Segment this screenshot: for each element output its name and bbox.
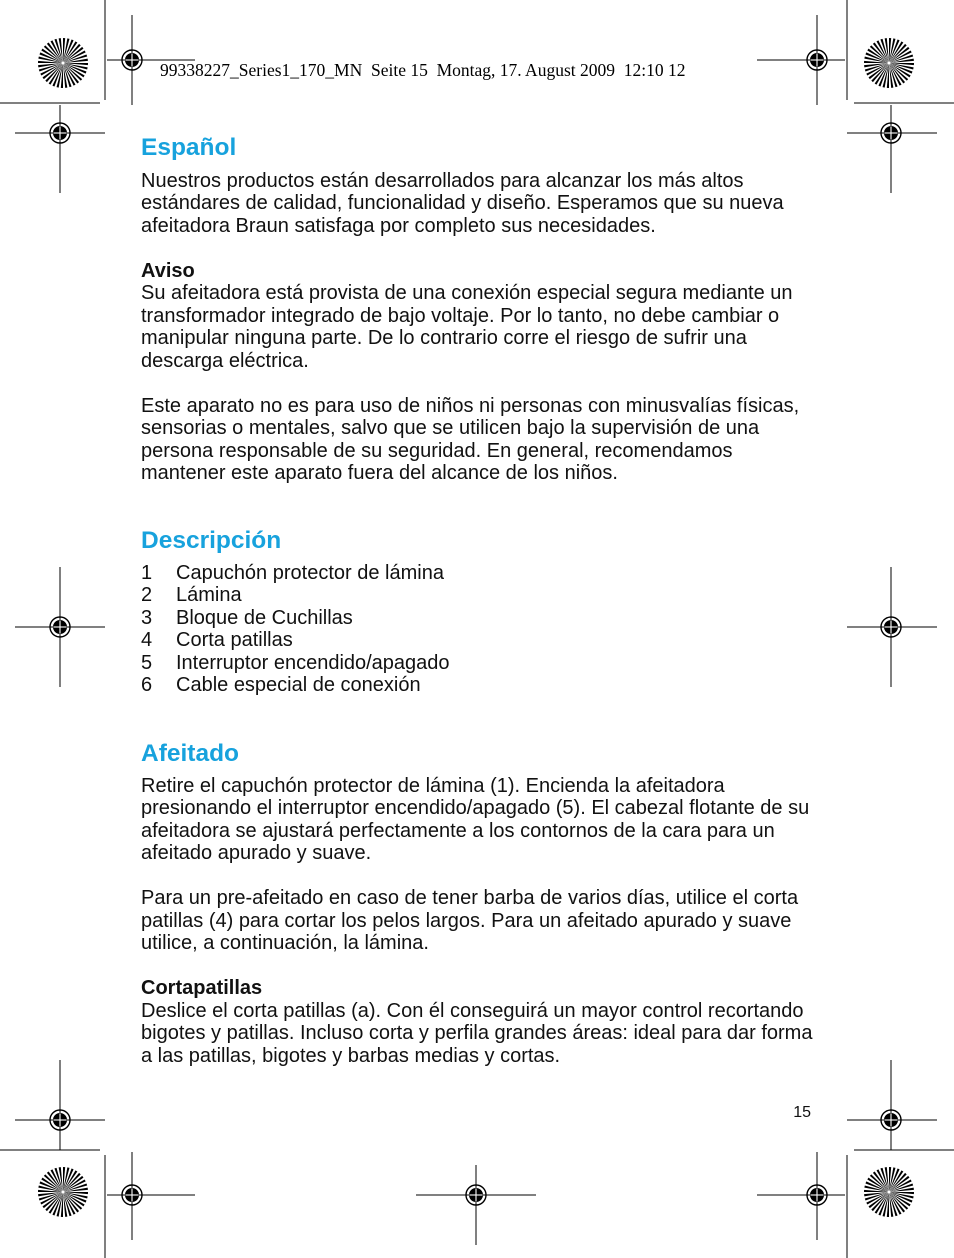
starburst-wedge — [63, 38, 65, 63]
pre-shave-line: patillas (4) para cortar los pelos largos. Para un afeitado apurado y suave — [141, 909, 792, 932]
aviso-paragraph — [141, 260, 841, 373]
list-item — [141, 607, 841, 630]
pre-shave-paragraph — [141, 887, 841, 955]
starburst-wedge — [61, 1192, 63, 1217]
starburst-target-bottom-right — [864, 1167, 914, 1217]
heading-espanol: Español — [141, 134, 237, 161]
aviso-title: Aviso — [141, 259, 195, 282]
children-safety-line: sensorias o mentales, salvo que se utilicen bajo la supervisión de una — [141, 417, 760, 439]
heading-descripcion: Descripción — [141, 527, 282, 554]
list-item — [141, 674, 841, 697]
aviso-line: manipular ninguna parte. De lo contrario corre el riesgo de sufrir una — [141, 327, 747, 349]
list-item-label: Corta patillas — [176, 629, 293, 651]
children-safety-line: mantener este aparato fuera del alcance de los niños. — [141, 462, 618, 484]
cortapatillas-line: a las patillas, bigotes y barbas medias y cortas. — [141, 1044, 561, 1067]
intro-line: estándares de calidad, funcionalidad y diseño. Esperamos que su nueva — [141, 192, 784, 214]
cortapatillas-title: Cortapatillas — [141, 977, 263, 999]
shaving-line: afeitadora se ajustará perfectamente a los contornos de la cara para un — [141, 819, 775, 842]
list-item-label: Cable especial de conexión — [176, 674, 421, 696]
starburst-wedge — [63, 63, 88, 65]
starburst-wedge — [63, 1192, 88, 1194]
registration-mark-bottom-left — [107, 1152, 195, 1240]
parts-list — [141, 562, 841, 697]
starburst-wedge — [889, 63, 914, 65]
registration-mark-right-upper — [847, 105, 937, 193]
pre-shave-line: utilice, a continuación, la lámina. — [141, 932, 429, 954]
list-item-number: 2 — [141, 584, 153, 606]
heading-afeitado: Afeitado — [141, 740, 239, 767]
intro-paragraph — [141, 170, 841, 238]
intro-line: Nuestros productos están desarrollados para alcanzar los más altos — [141, 169, 744, 192]
list-item-number: 1 — [141, 561, 153, 584]
list-item-label: Interruptor encendido/apagado — [176, 651, 450, 674]
registration-mark-bottom-center — [416, 1165, 536, 1245]
registration-mark-top-right — [757, 15, 845, 105]
starburst-wedge — [63, 1167, 65, 1192]
list-item-label: Lámina — [176, 584, 242, 606]
list-item — [141, 652, 841, 675]
starburst-wedge — [887, 63, 889, 88]
children-safety-paragraph — [141, 395, 841, 485]
registration-mark-left-middle — [15, 567, 105, 687]
list-item — [141, 629, 841, 652]
starburst-wedge — [889, 38, 891, 63]
starburst-target-bottom-left — [38, 1167, 88, 1217]
list-item-label: Bloque de Cuchillas — [176, 606, 353, 629]
shaving-paragraph — [141, 775, 841, 865]
starburst-target-top-right — [864, 38, 914, 88]
children-safety-line: persona responsable de su seguridad. En general, recomendamos — [141, 439, 733, 462]
page-number: 15 — [793, 1104, 811, 1121]
cortapatillas-line: Deslice el corta patillas (a). Con él conseguirá un mayor control recortando — [141, 999, 804, 1022]
starburst-center — [888, 1191, 891, 1194]
aviso-line: transformador integrado de bajo voltaje. Por lo tanto, no debe cambiar o — [141, 304, 780, 327]
espanol-body — [141, 170, 841, 485]
aviso-line: descarga eléctrica. — [141, 349, 309, 372]
children-safety-line: Este aparato no es para uso de niños ni personas con minusvalías físicas, — [141, 394, 800, 417]
starburst-wedge — [38, 1190, 63, 1192]
cortapatillas-line: bigotes y patillas. Incluso corta y perfila grandes áreas: ideal para dar forma — [141, 1022, 813, 1044]
starburst-wedge — [887, 1192, 889, 1217]
list-item-number: 3 — [141, 606, 153, 629]
starburst-wedge — [889, 1192, 914, 1194]
afeitado-body — [141, 775, 841, 1068]
starburst-wedge — [864, 1190, 889, 1192]
registration-mark-bottom-right — [757, 1152, 845, 1240]
shaving-line: presionando el interruptor encendido/apagado (5). El cabezal flotante de su — [141, 797, 810, 819]
list-item-number: 6 — [141, 674, 153, 696]
list-item-label: Capuchón protector de lámina — [176, 561, 444, 584]
registration-mark-left-upper — [15, 105, 105, 193]
pre-shave-line: Para un pre-afeitado en caso de tener barba de varios días, utilice el corta — [141, 887, 799, 909]
list-item — [141, 584, 841, 607]
starburst-wedge — [889, 1167, 891, 1192]
starburst-wedge — [61, 63, 63, 88]
starburst-wedge — [864, 61, 889, 63]
list-item-number: 4 — [141, 629, 153, 651]
list-item-number: 5 — [141, 651, 153, 674]
registration-mark-left-lower — [15, 1060, 105, 1150]
starburst-center — [62, 1191, 65, 1194]
shaving-line: afeitado apurado y suave. — [141, 842, 372, 864]
cortapatillas-paragraph — [141, 977, 841, 1067]
shaving-line: Retire el capuchón protector de lámina (1). Encienda la afeitadora — [141, 774, 725, 797]
starburst-center — [888, 62, 891, 65]
aviso-line: Su afeitadora está provista de una conexión especial segura mediante un — [141, 282, 793, 304]
starburst-wedge — [38, 61, 63, 63]
registration-mark-right-middle — [847, 567, 937, 687]
print-slug-header: 99338227_Series1_170_MN Seite 15 Montag, 17. August 2009 12:10 12 — [160, 60, 686, 80]
registration-mark-right-lower — [847, 1060, 937, 1150]
starburst-center — [62, 62, 65, 65]
intro-line: afeitadora Braun satisfaga por completo sus necesidades. — [141, 214, 656, 237]
starburst-target-top-left — [38, 38, 88, 88]
list-item — [141, 562, 841, 585]
